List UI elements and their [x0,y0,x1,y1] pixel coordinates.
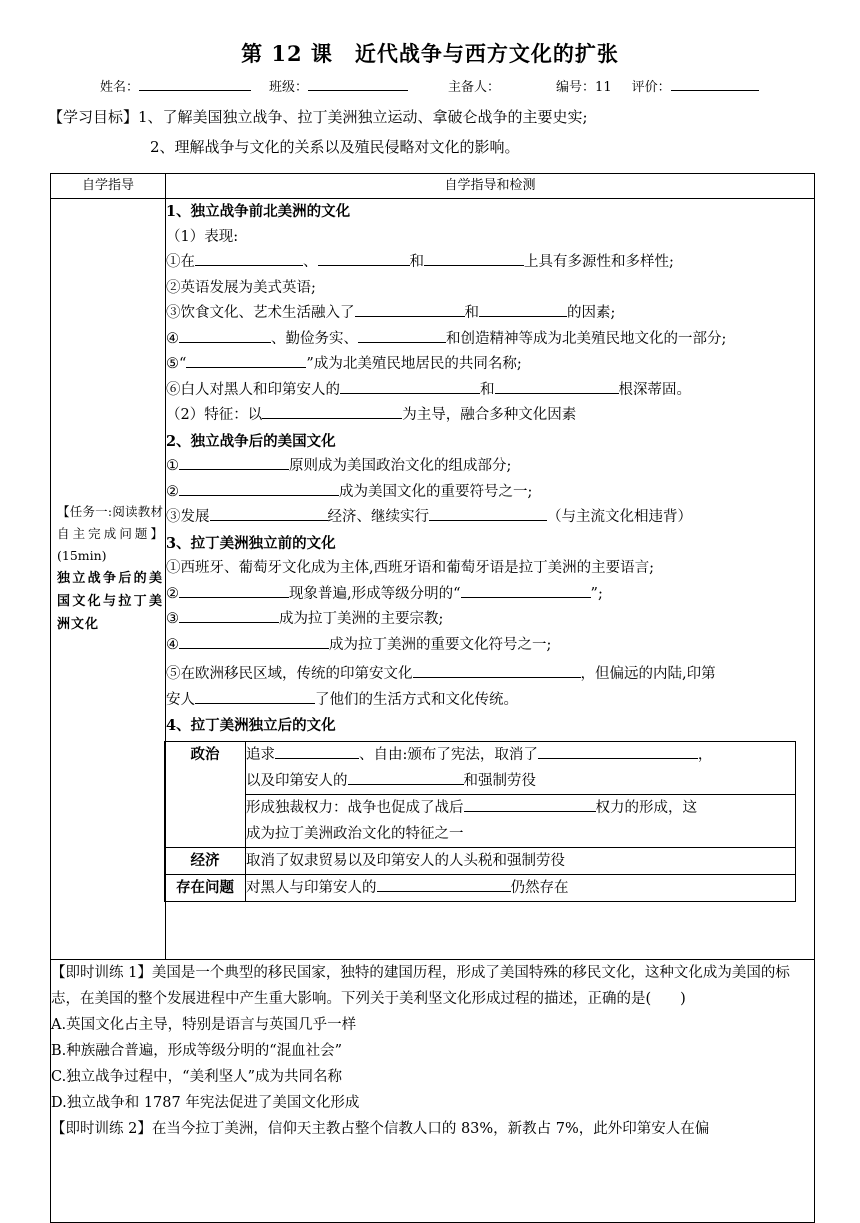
s2-line-1: ① 原则成为美国政治文化的组成部分; [166,454,814,480]
blank[interactable] [358,328,446,343]
s1-p1: （1）表现: [166,228,239,245]
section-4-heading: 4、拉丁美洲独立后的文化 [166,717,336,734]
s3-line-1: ①西班牙、葡萄牙文化成为主体,西班牙语和葡萄牙语是拉丁美洲的主要语言; [166,560,654,576]
blank[interactable] [355,302,465,317]
problems-value: 对黑人与印第安人的 仍然存在 [246,874,796,901]
blank[interactable] [413,663,581,678]
blank[interactable] [195,251,303,266]
s1-line-3: ③饮食文化、艺术生活融入了 和 的因素; [166,301,814,327]
blank[interactable] [179,481,339,496]
class-field[interactable] [308,76,408,91]
blank[interactable] [195,689,315,704]
preparer-label: 主备人： [448,80,501,95]
economy-value: 取消了奴隶贸易以及印第安人的人头税和强制劳役 [246,847,796,874]
s3-line-2: ② 现象普遍,形成等级分明的“ ”; [166,582,814,608]
economy-key: 经济 [165,847,246,874]
blank[interactable] [179,328,271,343]
name-label: 姓名： [100,80,140,95]
eval-label: 评价： [631,80,671,95]
s3-line-5: ⑤在欧洲移民区域，传统的印第安文化 ，但偏远的内陆,印第 [166,662,814,688]
s2-line-3: ③发展 经济、继续实行 （与主流文化相违背） [166,505,814,531]
task-description [57,501,163,636]
s1-line-1: ①在 、 和 上具有多源性和多样性; [166,250,814,276]
blank[interactable] [429,506,547,521]
latin-america-table [164,741,796,902]
s3-line-3: ③ 成为拉丁美洲的主要宗教; [166,607,814,633]
problems-key: 存在问题 [165,874,246,901]
s1-line-5: ⑤“ ”成为北美殖民地居民的共同名称; [166,352,814,378]
blank[interactable] [495,379,619,394]
politics-key: 政治 [165,741,246,847]
blank[interactable] [424,251,524,266]
blank[interactable] [318,251,410,266]
blank[interactable] [179,634,329,649]
blank[interactable] [538,744,698,759]
section-2-heading: 2、独立战争后的美国文化 [166,432,336,450]
content-cell [166,199,815,960]
header-right: 自学指导和检测 [166,174,815,199]
s1-line-6: ⑥白人对黑人和印第安人的 和 根深蒂固。 [166,378,814,404]
option-d[interactable]: D.独立战争和 1787 年宪法促进了美国文化形成 [51,1095,360,1111]
blank[interactable] [179,455,289,470]
blank[interactable] [186,353,306,368]
blank[interactable] [479,302,567,317]
s1-line-4: ④ 、勤俭务实、 和创造精神等成为北美殖民地文化的一部分; [166,327,814,353]
section-1-heading: 1、独立战争前北美洲的文化 [166,203,351,220]
task-topic: 独立战争后的美国文化与拉丁美洲文化 [57,571,163,632]
blank[interactable] [461,583,591,598]
learning-goal-1: 【学习目标】1、了解美国独立战争、拉丁美洲独立运动、拿破仑战争的主要史实; [48,108,588,126]
option-c[interactable]: C.独立战争过程中，“美利坚人”成为共同名称 [51,1069,343,1085]
blank[interactable] [179,608,279,623]
blank[interactable] [340,379,480,394]
blank[interactable] [210,506,328,521]
blank[interactable] [348,770,464,785]
name-field[interactable] [139,76,251,91]
page-title: 第 12 课 近代战争与西方文化的扩张 [241,41,619,66]
option-a[interactable]: A.英国文化占主导，特别是语言与英国几乎一样 [51,1017,357,1033]
option-b[interactable]: B.种族融合普遍，形成等级分明的“混血社会” [51,1043,343,1059]
task-label: 【任务一:阅读教材自主完成问题】(15min) [57,504,163,563]
practice-question-2: 【即时训练 2】在当今拉丁美洲，信仰天主教占整个信教人口的 83%，新教占 7%，此外印第安人在偏 [51,1121,710,1137]
s1-p2: （2）特征：以 为主导，融合多种文化因素 [166,403,814,429]
header-left: 自学指导 [51,174,166,199]
class-label: 班级： [269,80,309,95]
s2-line-2: ② 成为美国文化的重要符号之一; [166,480,814,506]
politics-row-1: 追求 、自由:颁布了宪法，取消了 ， 以及印第安人的 和强制劳役 [246,741,796,794]
learning-goal-2: 2、理解战争与文化的关系以及殖民侵略对文化的影响。 [150,138,520,156]
number-label: 编号：11 [556,80,612,95]
s3-line-6: 安人 了他们的生活方式和文化传统。 [166,688,814,714]
eval-field[interactable] [671,76,759,91]
practice-cell [51,960,815,1223]
blank[interactable] [377,877,511,892]
section-3-heading: 3、拉丁美洲独立前的文化 [166,534,336,552]
blank[interactable] [262,404,402,419]
s3-line-4: ④ 成为拉丁美洲的重要文化符号之一; [166,633,814,659]
study-table [50,173,815,1223]
blank[interactable] [275,744,359,759]
task-cell [51,199,166,960]
s1-line-2: ②英语发展为美式英语; [166,279,316,296]
blank[interactable] [464,797,596,812]
student-info-row [100,76,800,95]
practice-question-1: 【即时训练 1】美国是一个典型的移民国家，独特的建国历程，形成了美国特殊的移民文化，这种文化成为美国的标志，在美国的整个发展进程中产生重大影响。下列关于美利坚文化形成过程的描述，正确的是( ) [51,965,790,1007]
blank[interactable] [179,583,289,598]
politics-row-2: 形成独裁权力：战争也促成了战后 权力的形成，这 成为拉丁美洲政治文化的特征之一 [246,794,796,847]
